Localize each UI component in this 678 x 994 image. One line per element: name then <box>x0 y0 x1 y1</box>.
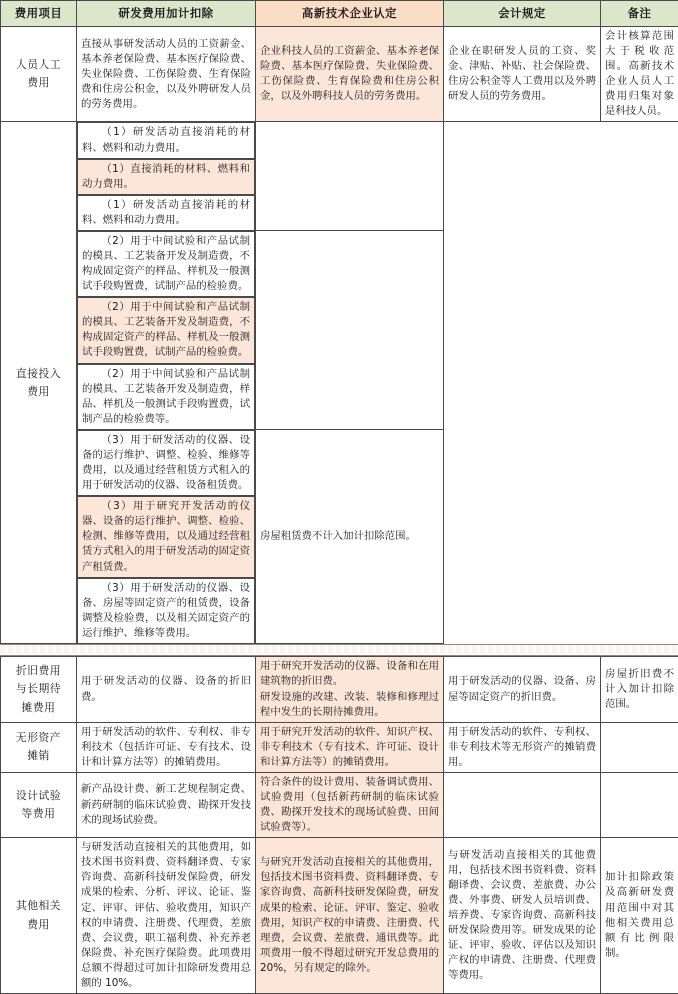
cell-highnew-direct-2: （2）用于中间试验和产品试制的模具、工艺装备开发及制造费，不构成固定资产的样品、样机及一般测试手段购置费，试制产品的检验费。 <box>77 297 255 363</box>
cell-deduction-other: 与研发活动直接相关的其他费用，如技术图书资料费、资料翻译费、专家咨询费、高新科技研发保险费，研发成果的检索、分析、评议、论证、鉴定、评审、评估、验收费用，知识产权的申请费、注册费、代理费，差旅费、会议费，职工福利费、补充养老保险费、补充医疗保险费。此项费用总额不得超过可加计扣除研发费用总额的 10%。 <box>77 838 256 994</box>
cell-highnew-depreciation <box>256 657 444 722</box>
column-header-accounting: 会计规定 <box>444 1 601 27</box>
cell-accounting-direct-2: （2）用于中间试验和产品试制的模具、工艺装备开发及制造费，样品、样机及一般测试手段购置费，试制产品的检验费等。 <box>77 364 255 430</box>
cell-accounting-other: 与研发活动直接相关的其他费用，包括技术图书资料费、资料翻译费、会议费、差旅费、办公费、外事费、研发人员培训费、培养费、专家咨询费、高新科技研发保险费用等。研发成果的论证、评审、验收、评估以及知识产权的申请费、注册费、代理费等费用。 <box>444 838 601 994</box>
column-header-item: 费用项目 <box>1 1 77 27</box>
cell-deduction-direct-3: （3）用于研发活动的仪器、设备的运行维护、调整、检验、维修等费用，以及通过经营租赁方式租入的用于研发活动的仪器、设备租赁费。 <box>77 430 255 496</box>
cell-highnew-personnel: 企业科技人员的工资薪金、基本养老保险费、基本医疗保险费、失业保险费、工伤保险费、生育保险费和住房公积金，以及外聘科技人员的劳务费用。 <box>256 27 444 122</box>
cell-deduction-depreciation: 用于研发活动的仪器、设备的折旧费。 <box>77 657 256 722</box>
cell-highnew-intangible: 用于研究开发活动的软件、知识产权、非专利技术（专有技术、许可证、设计和计算方法等）的摊销费用。 <box>256 722 444 772</box>
row-label-intangible: 无形资产 摊销 <box>1 722 77 772</box>
cell-highnew-design: 符合条件的设计费用、装备调试费用、试验费用（包括新药研制的临床试验费、勘探开发技术的现场试验费、田间试验费等）。 <box>256 772 444 837</box>
cell-remark-direct-2 <box>256 231 444 430</box>
table-row <box>1 838 678 994</box>
table-row <box>1 772 678 837</box>
cell-highnew-direct-1: （1）直接消耗的材料、燃料和动力费用。 <box>77 159 255 195</box>
column-header-highnew: 高新技术企业认定 <box>256 1 444 27</box>
cell-accounting-direct-3: （3）用于研发活动的仪器、设备、房屋等固定资产的租赁费，设备调整及检验费，以及相关固定资产的运行维护、维修等费用。 <box>77 578 255 644</box>
cell-remark-direct-1 <box>256 122 444 231</box>
cell-highnew-depreciation-p2: 研发设施的改建、改装、装修和修理过程中发生的长期待摊费用。 <box>260 690 439 720</box>
cell-deduction-design: 新产品设计费、新工艺规程制定费、新药研制的临床试验费、勘探开发技术的现场试验费。 <box>77 772 256 837</box>
cell-remark-depreciation: 房屋折旧费不计入加计扣除范围。 <box>601 657 678 722</box>
page-break-gap <box>0 644 678 656</box>
cell-deduction-direct-1: （1）研发活动直接消耗的材料、燃料和动力费用。 <box>77 122 255 158</box>
row-label-other: 其他相关 费用 <box>1 838 77 994</box>
table-row <box>1 722 678 772</box>
cell-accounting-design <box>444 772 601 837</box>
cell-remark-other: 加计扣除政策及高新研发费用范围中对其他相关费用总额有比例限制。 <box>601 838 678 994</box>
row-label-design: 设计试验 等费用 <box>1 772 77 837</box>
cell-deduction-personnel: 直接从事研发活动人员的工资薪金、基本养老保险费、基本医疗保险费、失业保险费、工伤保险费、生育保险费和住房公积金，以及外聘研发人员的劳务费用。 <box>77 27 256 122</box>
column-header-deduction: 研发费用加计扣除 <box>77 1 256 27</box>
table-row <box>1 231 678 430</box>
cell-remark-design <box>601 772 678 837</box>
column-header-remark: 备注 <box>601 1 678 27</box>
cell-remark-personnel: 会计核算范围大于税收范围。高新技术企业人员人工费用归集对象是科技人员。 <box>601 27 678 122</box>
cell-accounting-depreciation: 用于研发活动的仪器、设备、房屋等固定资产的折旧费。 <box>444 657 601 722</box>
table-header-row <box>1 1 678 27</box>
cell-highnew-direct-3: （3）用于研究开发活动的仪器、设备的运行维护、调整、检验、检测、维修等费用，以及通过经营租赁方式租入的用于研发活动的固定资产租赁费。 <box>77 496 255 577</box>
cell-highnew-depreciation-p1: 用于研究开发活动的仪器、设备和在用建筑物的折旧费。 <box>260 659 439 689</box>
table-row <box>1 430 678 644</box>
row-label-depreciation: 折旧费用 与长期待 摊费用 <box>1 657 77 722</box>
cell-highnew-other: 与研究开发活动直接相关的其他费用，包括技术图书资料费、资料翻译费、专家咨询费、高新科技研发保险费，研发成果的检索、论证、评审、鉴定、验收费用，知识产权的申请费、注册费、代理费，会议费、差旅费、通讯费等。此项费用一般不得超过研究开发总费用的 20%，另有规定的除外。 <box>256 838 444 994</box>
table-row <box>1 657 678 722</box>
cell-accounting-direct-1: （1）研发活动直接消耗的材料、燃料和动力费用。 <box>77 195 255 231</box>
cell-remark-direct-3: 房屋租赁费不计入加计扣除范围。 <box>256 430 444 644</box>
row-label-direct-input: 直接投入 费用 <box>1 122 77 644</box>
cost-comparison-table-part2 <box>0 656 678 994</box>
table-row <box>1 27 678 122</box>
cell-accounting-personnel: 企业在职研发人员的工资、奖金、津贴、补贴、社会保险费、住房公积金等人工费用以及外聘研发人员的劳务费用。 <box>444 27 601 122</box>
cell-deduction-direct-2: （2）用于中间试验和产品试制的模具、工艺装备开发及制造费，不构成固定资产的样品、样机及一般测试手段购置费，试制产品的检验费。 <box>77 231 255 297</box>
cell-deduction-intangible: 用于研发活动的软件、专利权、非专利技术（包括许可证、专有技术、设计和计算方法等）的摊销费用。 <box>77 722 256 772</box>
cell-accounting-intangible: 用于研发活动的软件、专利权、非专利技术等无形资产的摊销费用。 <box>444 722 601 772</box>
cell-remark-intangible <box>601 722 678 772</box>
row-label-personnel: 人员人工 费用 <box>1 27 77 122</box>
table-row <box>1 122 678 231</box>
